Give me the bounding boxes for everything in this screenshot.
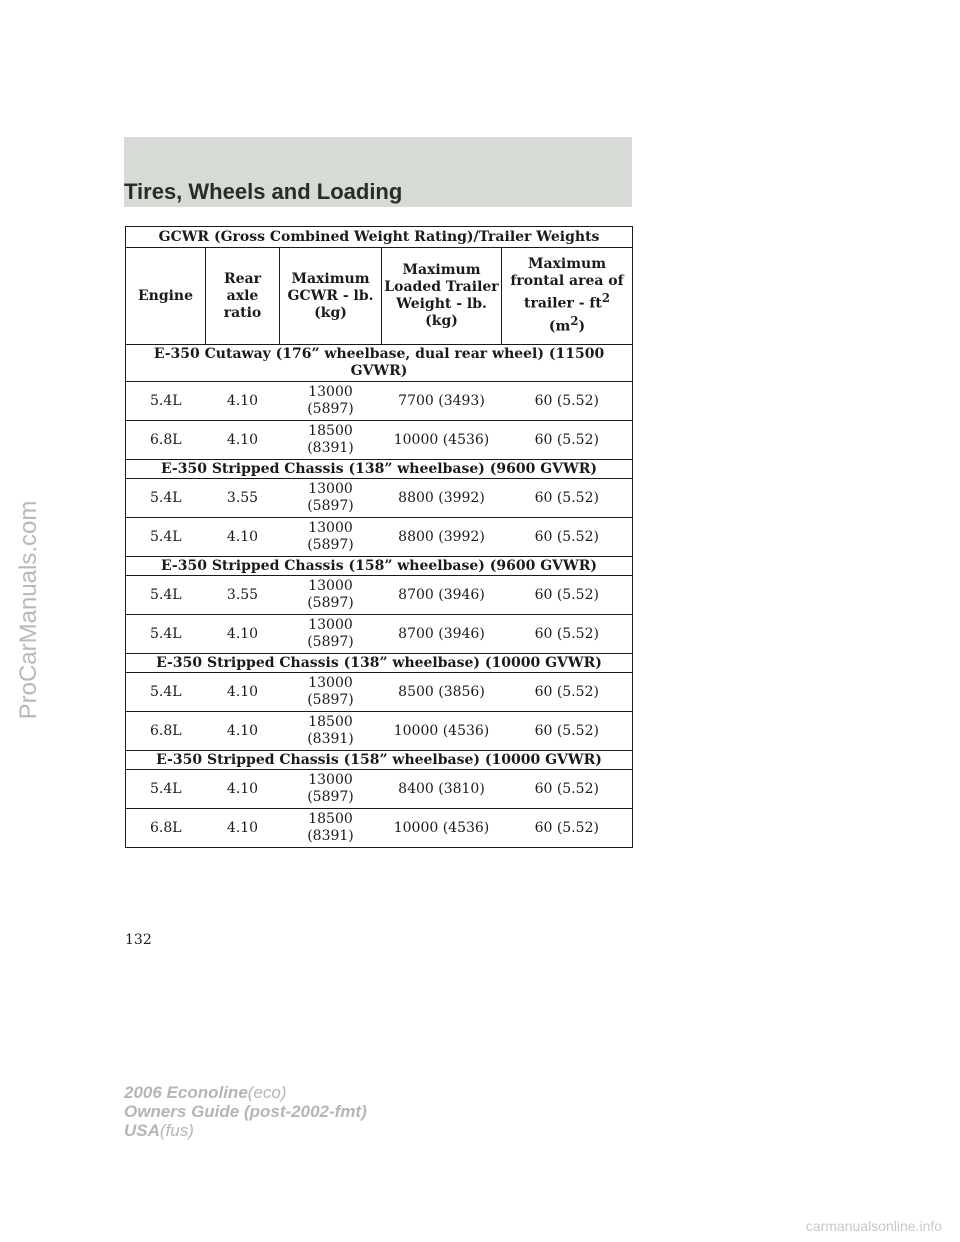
table-row	[126, 770, 633, 809]
col-max-frontal-close: )	[578, 318, 586, 335]
cell-axle: 3.55	[206, 479, 280, 518]
cell-frontal: 60 (5.52)	[502, 673, 633, 712]
table-body	[126, 345, 633, 848]
cell-gcwr	[280, 809, 382, 848]
cell-axle: 3.55	[206, 576, 280, 615]
cell-engine: 5.4L	[126, 382, 206, 421]
cell-frontal: 60 (5.52)	[502, 712, 633, 751]
col-rear-axle: Rear axle ratio	[206, 248, 280, 345]
cell-gcwr-kg: (5897)	[307, 537, 354, 553]
cell-axle: 4.10	[206, 421, 280, 460]
cell-trailer: 7700 (3493)	[382, 382, 502, 421]
cell-gcwr-lb: 13000	[308, 520, 353, 536]
col-max-frontal-sup2: 2	[570, 314, 579, 328]
section-row	[126, 345, 633, 382]
cell-axle: 4.10	[206, 518, 280, 557]
cell-frontal: 60 (5.52)	[502, 615, 633, 654]
footer-market: USA	[124, 1121, 160, 1140]
cell-axle: 4.10	[206, 770, 280, 809]
footer-model: 2006 Econoline	[124, 1083, 248, 1102]
cell-gcwr	[280, 712, 382, 751]
cell-engine: 5.4L	[126, 518, 206, 557]
cell-gcwr-kg: (5897)	[307, 692, 354, 708]
cell-axle: 4.10	[206, 809, 280, 848]
col-max-trailer: Maximum Loaded Trailer Weight - lb. (kg)	[382, 248, 502, 345]
table-title: GCWR (Gross Combined Weight Rating)/Trailer Weights	[126, 227, 633, 248]
cell-axle: 4.10	[206, 382, 280, 421]
cell-gcwr	[280, 673, 382, 712]
cell-gcwr-lb: 18500	[308, 811, 353, 827]
section-row	[126, 751, 633, 770]
cell-gcwr	[280, 518, 382, 557]
cell-trailer: 8700 (3946)	[382, 576, 502, 615]
cell-gcwr-lb: 13000	[308, 384, 353, 400]
cell-gcwr-lb: 13000	[308, 481, 353, 497]
section-row	[126, 654, 633, 673]
cell-gcwr	[280, 479, 382, 518]
footer-model-code: (eco)	[247, 1083, 287, 1102]
cell-gcwr-kg: (8391)	[307, 828, 354, 844]
column-headers	[126, 248, 633, 345]
footer-line-2: Owners Guide (post-2002-fmt)	[124, 1102, 367, 1121]
cell-gcwr-lb: 13000	[308, 675, 353, 691]
section-row	[126, 460, 633, 479]
cell-gcwr	[280, 382, 382, 421]
cell-axle: 4.10	[206, 712, 280, 751]
cell-gcwr-kg: (5897)	[307, 789, 354, 805]
side-watermark	[14, 430, 44, 790]
col-engine: Engine	[126, 248, 206, 345]
footer-line-1	[124, 1083, 367, 1102]
cell-frontal: 60 (5.52)	[502, 809, 633, 848]
section-label: E-350 Stripped Chassis (158” wheelbase) (9600 GVWR)	[126, 557, 633, 576]
footer	[124, 1083, 367, 1140]
side-watermark-text: ProCarManuals.com	[15, 500, 42, 720]
cell-gcwr-kg: (5897)	[307, 401, 354, 417]
table-row	[126, 712, 633, 751]
cell-trailer: 8400 (3810)	[382, 770, 502, 809]
cell-gcwr	[280, 421, 382, 460]
gcwr-table	[125, 226, 633, 848]
cell-gcwr-lb: 13000	[308, 772, 353, 788]
cell-axle: 4.10	[206, 615, 280, 654]
cell-engine: 5.4L	[126, 479, 206, 518]
table-row	[126, 673, 633, 712]
cell-gcwr-kg: (8391)	[307, 440, 354, 456]
section-label: E-350 Stripped Chassis (158” wheelbase) (10000 GVWR)	[126, 751, 633, 770]
cell-trailer: 10000 (4536)	[382, 809, 502, 848]
page-number: 132	[125, 932, 152, 948]
table-row	[126, 615, 633, 654]
footer-line-3	[124, 1121, 367, 1140]
section-label: E-350 Stripped Chassis (138” wheelbase) (9600 GVWR)	[126, 460, 633, 479]
cell-gcwr-kg: (5897)	[307, 498, 354, 514]
table-row	[126, 809, 633, 848]
col-max-frontal-sup: 2	[601, 291, 611, 306]
cell-gcwr	[280, 770, 382, 809]
cell-trailer: 10000 (4536)	[382, 421, 502, 460]
cell-trailer: 10000 (4536)	[382, 712, 502, 751]
cell-gcwr-lb: 18500	[308, 714, 353, 730]
cell-gcwr-lb: 18500	[308, 423, 353, 439]
cell-gcwr-kg: (5897)	[307, 595, 354, 611]
cell-trailer: 8700 (3946)	[382, 615, 502, 654]
col-max-frontal-open: (m	[548, 318, 571, 335]
cell-gcwr	[280, 576, 382, 615]
section-label: E-350 Cutaway (176” wheelbase, dual rear wheel) (11500 GVWR)	[126, 345, 633, 382]
table-row	[126, 382, 633, 421]
cell-frontal: 60 (5.52)	[502, 518, 633, 557]
cell-trailer: 8500 (3856)	[382, 673, 502, 712]
cell-engine: 6.8L	[126, 421, 206, 460]
bottom-watermark: carmanualsonline.info	[805, 1218, 942, 1234]
cell-trailer: 8800 (3992)	[382, 479, 502, 518]
cell-engine: 6.8L	[126, 712, 206, 751]
table-row	[126, 576, 633, 615]
cell-engine: 5.4L	[126, 576, 206, 615]
cell-gcwr-lb: 13000	[308, 578, 353, 594]
cell-engine: 5.4L	[126, 615, 206, 654]
table-row	[126, 479, 633, 518]
cell-engine: 5.4L	[126, 770, 206, 809]
cell-frontal: 60 (5.52)	[502, 382, 633, 421]
cell-frontal: 60 (5.52)	[502, 421, 633, 460]
footer-market-code: (fus)	[159, 1121, 194, 1140]
col-max-frontal	[502, 248, 633, 345]
cell-engine: 6.8L	[126, 809, 206, 848]
cell-gcwr	[280, 615, 382, 654]
cell-frontal: 60 (5.52)	[502, 576, 633, 615]
col-max-gcwr: Maximum GCWR - lb. (kg)	[280, 248, 382, 345]
cell-frontal: 60 (5.52)	[502, 770, 633, 809]
cell-axle: 4.10	[206, 673, 280, 712]
cell-frontal: 60 (5.52)	[502, 479, 633, 518]
section-label: E-350 Stripped Chassis (138” wheelbase) (10000 GVWR)	[126, 654, 633, 673]
table-row	[126, 421, 633, 460]
cell-gcwr-kg: (5897)	[307, 634, 354, 650]
col-max-frontal-text: Maximum frontal area of trailer - ft	[510, 256, 624, 312]
cell-trailer: 8800 (3992)	[382, 518, 502, 557]
section-row	[126, 557, 633, 576]
cell-gcwr-lb: 13000	[308, 617, 353, 633]
cell-gcwr-kg: (8391)	[307, 731, 354, 747]
cell-engine: 5.4L	[126, 673, 206, 712]
section-title: Tires, Wheels and Loading	[124, 179, 403, 204]
table-row	[126, 518, 633, 557]
